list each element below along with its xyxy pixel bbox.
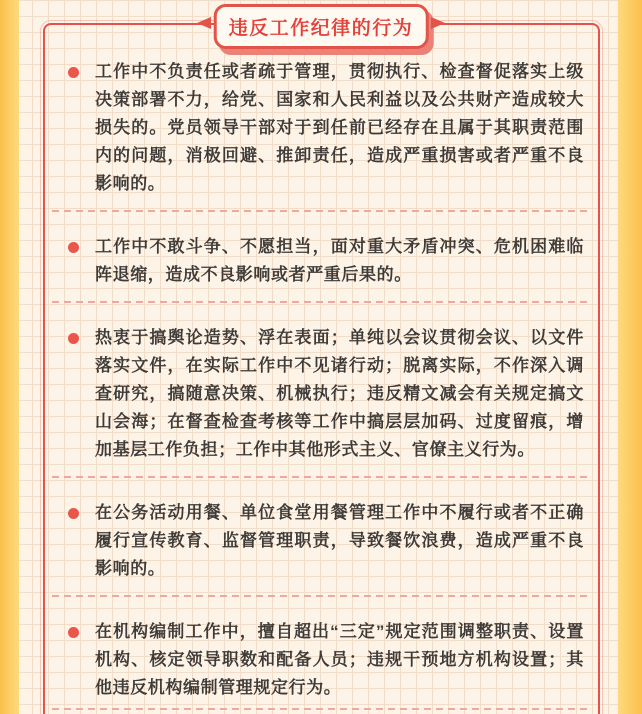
violation-item bbox=[45, 25, 598, 198]
violation-item bbox=[45, 303, 598, 464]
bullet-dot-icon bbox=[68, 67, 79, 78]
dashed-divider bbox=[52, 708, 591, 710]
right-border-band bbox=[618, 0, 642, 714]
right-arrow-icon bbox=[431, 17, 445, 29]
bullet-dot-icon bbox=[68, 508, 79, 519]
violation-item bbox=[45, 478, 598, 583]
content-frame bbox=[43, 23, 600, 714]
title-text: 违反工作纪律的行为 bbox=[228, 18, 414, 39]
violation-item bbox=[45, 212, 598, 289]
violation-item bbox=[45, 597, 598, 702]
title-badge bbox=[214, 4, 429, 49]
bullet-dot-icon bbox=[68, 333, 79, 344]
item-text: 工作中不负责任或者疏于管理，贯彻执行、检查督促落实上级决策部署不力，给党、国家和人民利益以及公共财产造成较大损失的。党员领导干部对于到任前已经存在且属于其职责范围内的问题，消极回避、推卸责任，造成严重损害或者严重不良影响的。 bbox=[95, 62, 584, 193]
item-text: 热衷于搞舆论造势、浮在表面；单纯以会议贯彻会议、以文件落实文件，在实际工作中不见诸行动；脱离实际，不作深入调查研究，搞随意决策、机械执行；违反精文减会有关规定搞文山会海；在督查检查考核等工作中搞层层加码、过度留痕，增加基层工作负担；工作中其他形式主义、官僚主义行为。 bbox=[95, 328, 584, 459]
bullet-dot-icon bbox=[68, 242, 79, 253]
left-border-band bbox=[0, 0, 19, 714]
item-text: 在机构编制工作中，擅自超出“三定”规定范围调整职责、设置机构、核定领导职数和配备人员；违规干预地方机构设置；其他违反机构编制管理规定行为。 bbox=[95, 622, 584, 697]
item-text: 在公务活动用餐、单位食堂用餐管理工作中不履行或者不正确履行宣传教育、监督管理职责，导致餐饮浪费，造成严重不良影响的。 bbox=[95, 503, 584, 578]
bullet-dot-icon bbox=[68, 627, 79, 638]
left-arrow-icon bbox=[197, 17, 211, 29]
item-text: 工作中不敢斗争、不愿担当，面对重大矛盾冲突、危机困难临阵退缩，造成不良影响或者严重后果的。 bbox=[95, 237, 584, 284]
